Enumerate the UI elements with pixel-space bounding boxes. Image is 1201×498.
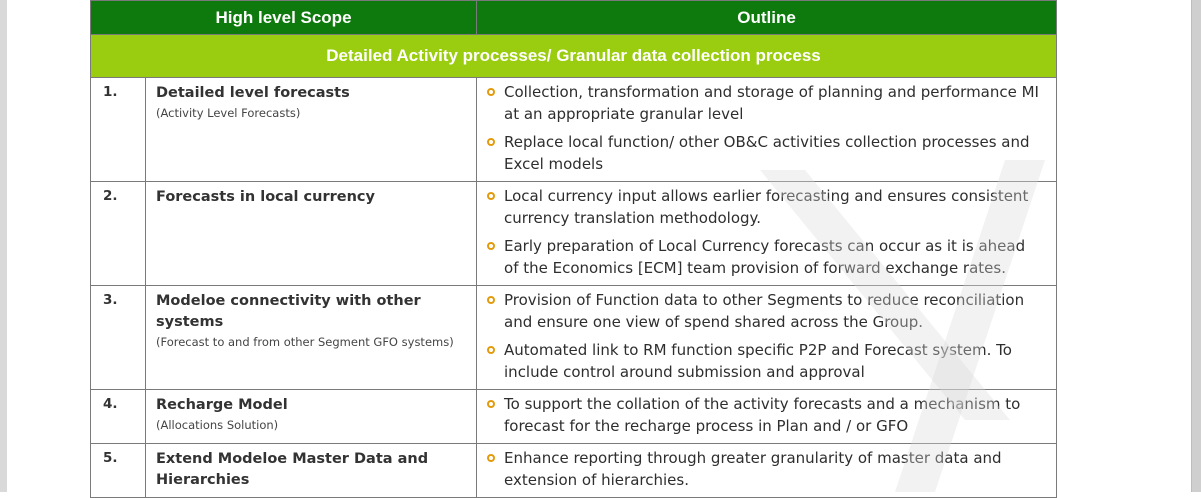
bullet-text: Provision of Function data to other Segments to reduce reconciliation and ensure one view of spend shared across the Group.	[504, 291, 1025, 331]
outline-cell	[477, 390, 1057, 444]
circle-bullet-icon	[487, 88, 495, 96]
outline-bullet	[487, 339, 1042, 383]
scope-cell	[146, 390, 477, 444]
circle-bullet-icon	[487, 454, 495, 462]
header-scope: High level Scope	[91, 1, 477, 35]
row-number: 4.	[91, 390, 146, 444]
row-number: 5.	[91, 444, 146, 498]
outline-bullet	[487, 447, 1042, 491]
scope-subtitle: (Forecast to and from other Segment GFO systems)	[156, 335, 454, 349]
bullet-text: Automated link to RM function specific P2P and Forecast system. To include control around submission and approval	[504, 341, 1012, 381]
table-row	[91, 286, 1057, 390]
scope-table	[90, 0, 1057, 498]
scope-title: Recharge Model	[156, 397, 288, 413]
scope-title: Modeloe connectivity with other systems	[156, 293, 421, 330]
scope-title: Forecasts in local currency	[156, 189, 375, 205]
outline-bullet	[487, 393, 1042, 437]
circle-bullet-icon	[487, 242, 495, 250]
section-title: Detailed Activity processes/ Granular data collection process	[91, 35, 1057, 78]
scope-cell	[146, 78, 477, 182]
scope-cell	[146, 286, 477, 390]
bullet-text: To support the collation of the activity forecasts and a mechanism to forecast for the recharge process in Plan and / or GFO	[504, 395, 1021, 435]
outline-cell	[477, 182, 1057, 286]
scope-subtitle: (Activity Level Forecasts)	[156, 106, 301, 120]
outline-bullet	[487, 131, 1042, 175]
window-scrollbar[interactable]	[1191, 0, 1201, 492]
scope-subtitle: (Allocations Solution)	[156, 418, 279, 432]
section-row	[91, 35, 1057, 78]
row-number: 3.	[91, 286, 146, 390]
circle-bullet-icon	[487, 400, 495, 408]
row-number: 2.	[91, 182, 146, 286]
table-row	[91, 390, 1057, 444]
document-page	[90, 0, 1056, 498]
scope-title: Detailed level forecasts	[156, 85, 350, 101]
table-row	[91, 444, 1057, 498]
table-row	[91, 182, 1057, 286]
outline-bullet	[487, 235, 1042, 279]
bullet-text: Collection, transformation and storage of planning and performance MI at an appropriate granular level	[504, 83, 1039, 123]
bullet-text: Enhance reporting through greater granularity of master data and extension of hierarchies.	[504, 449, 1002, 489]
scope-cell	[146, 182, 477, 286]
bullet-text: Local currency input allows earlier forecasting and ensures consistent currency translation methodology.	[504, 187, 1029, 227]
circle-bullet-icon	[487, 192, 495, 200]
window-left-edge	[0, 0, 7, 492]
bullet-text: Replace local function/ other OB&C activities collection processes and Excel models	[504, 133, 1030, 173]
circle-bullet-icon	[487, 296, 495, 304]
circle-bullet-icon	[487, 138, 495, 146]
outline-cell	[477, 286, 1057, 390]
scope-title: Extend Modeloe Master Data and Hierarchies	[156, 451, 429, 488]
outline-bullet	[487, 289, 1042, 333]
circle-bullet-icon	[487, 346, 495, 354]
outline-bullet	[487, 81, 1042, 125]
outline-bullet	[487, 185, 1042, 229]
table-row	[91, 78, 1057, 182]
header-outline: Outline	[477, 1, 1057, 35]
outline-cell	[477, 78, 1057, 182]
outline-cell	[477, 444, 1057, 498]
table-header-row	[91, 1, 1057, 35]
bullet-text: Early preparation of Local Currency forecasts can occur as it is ahead of the Economics [ECM] team provision of forward exchange rates.	[504, 237, 1026, 277]
row-number: 1.	[91, 78, 146, 182]
scope-cell	[146, 444, 477, 498]
